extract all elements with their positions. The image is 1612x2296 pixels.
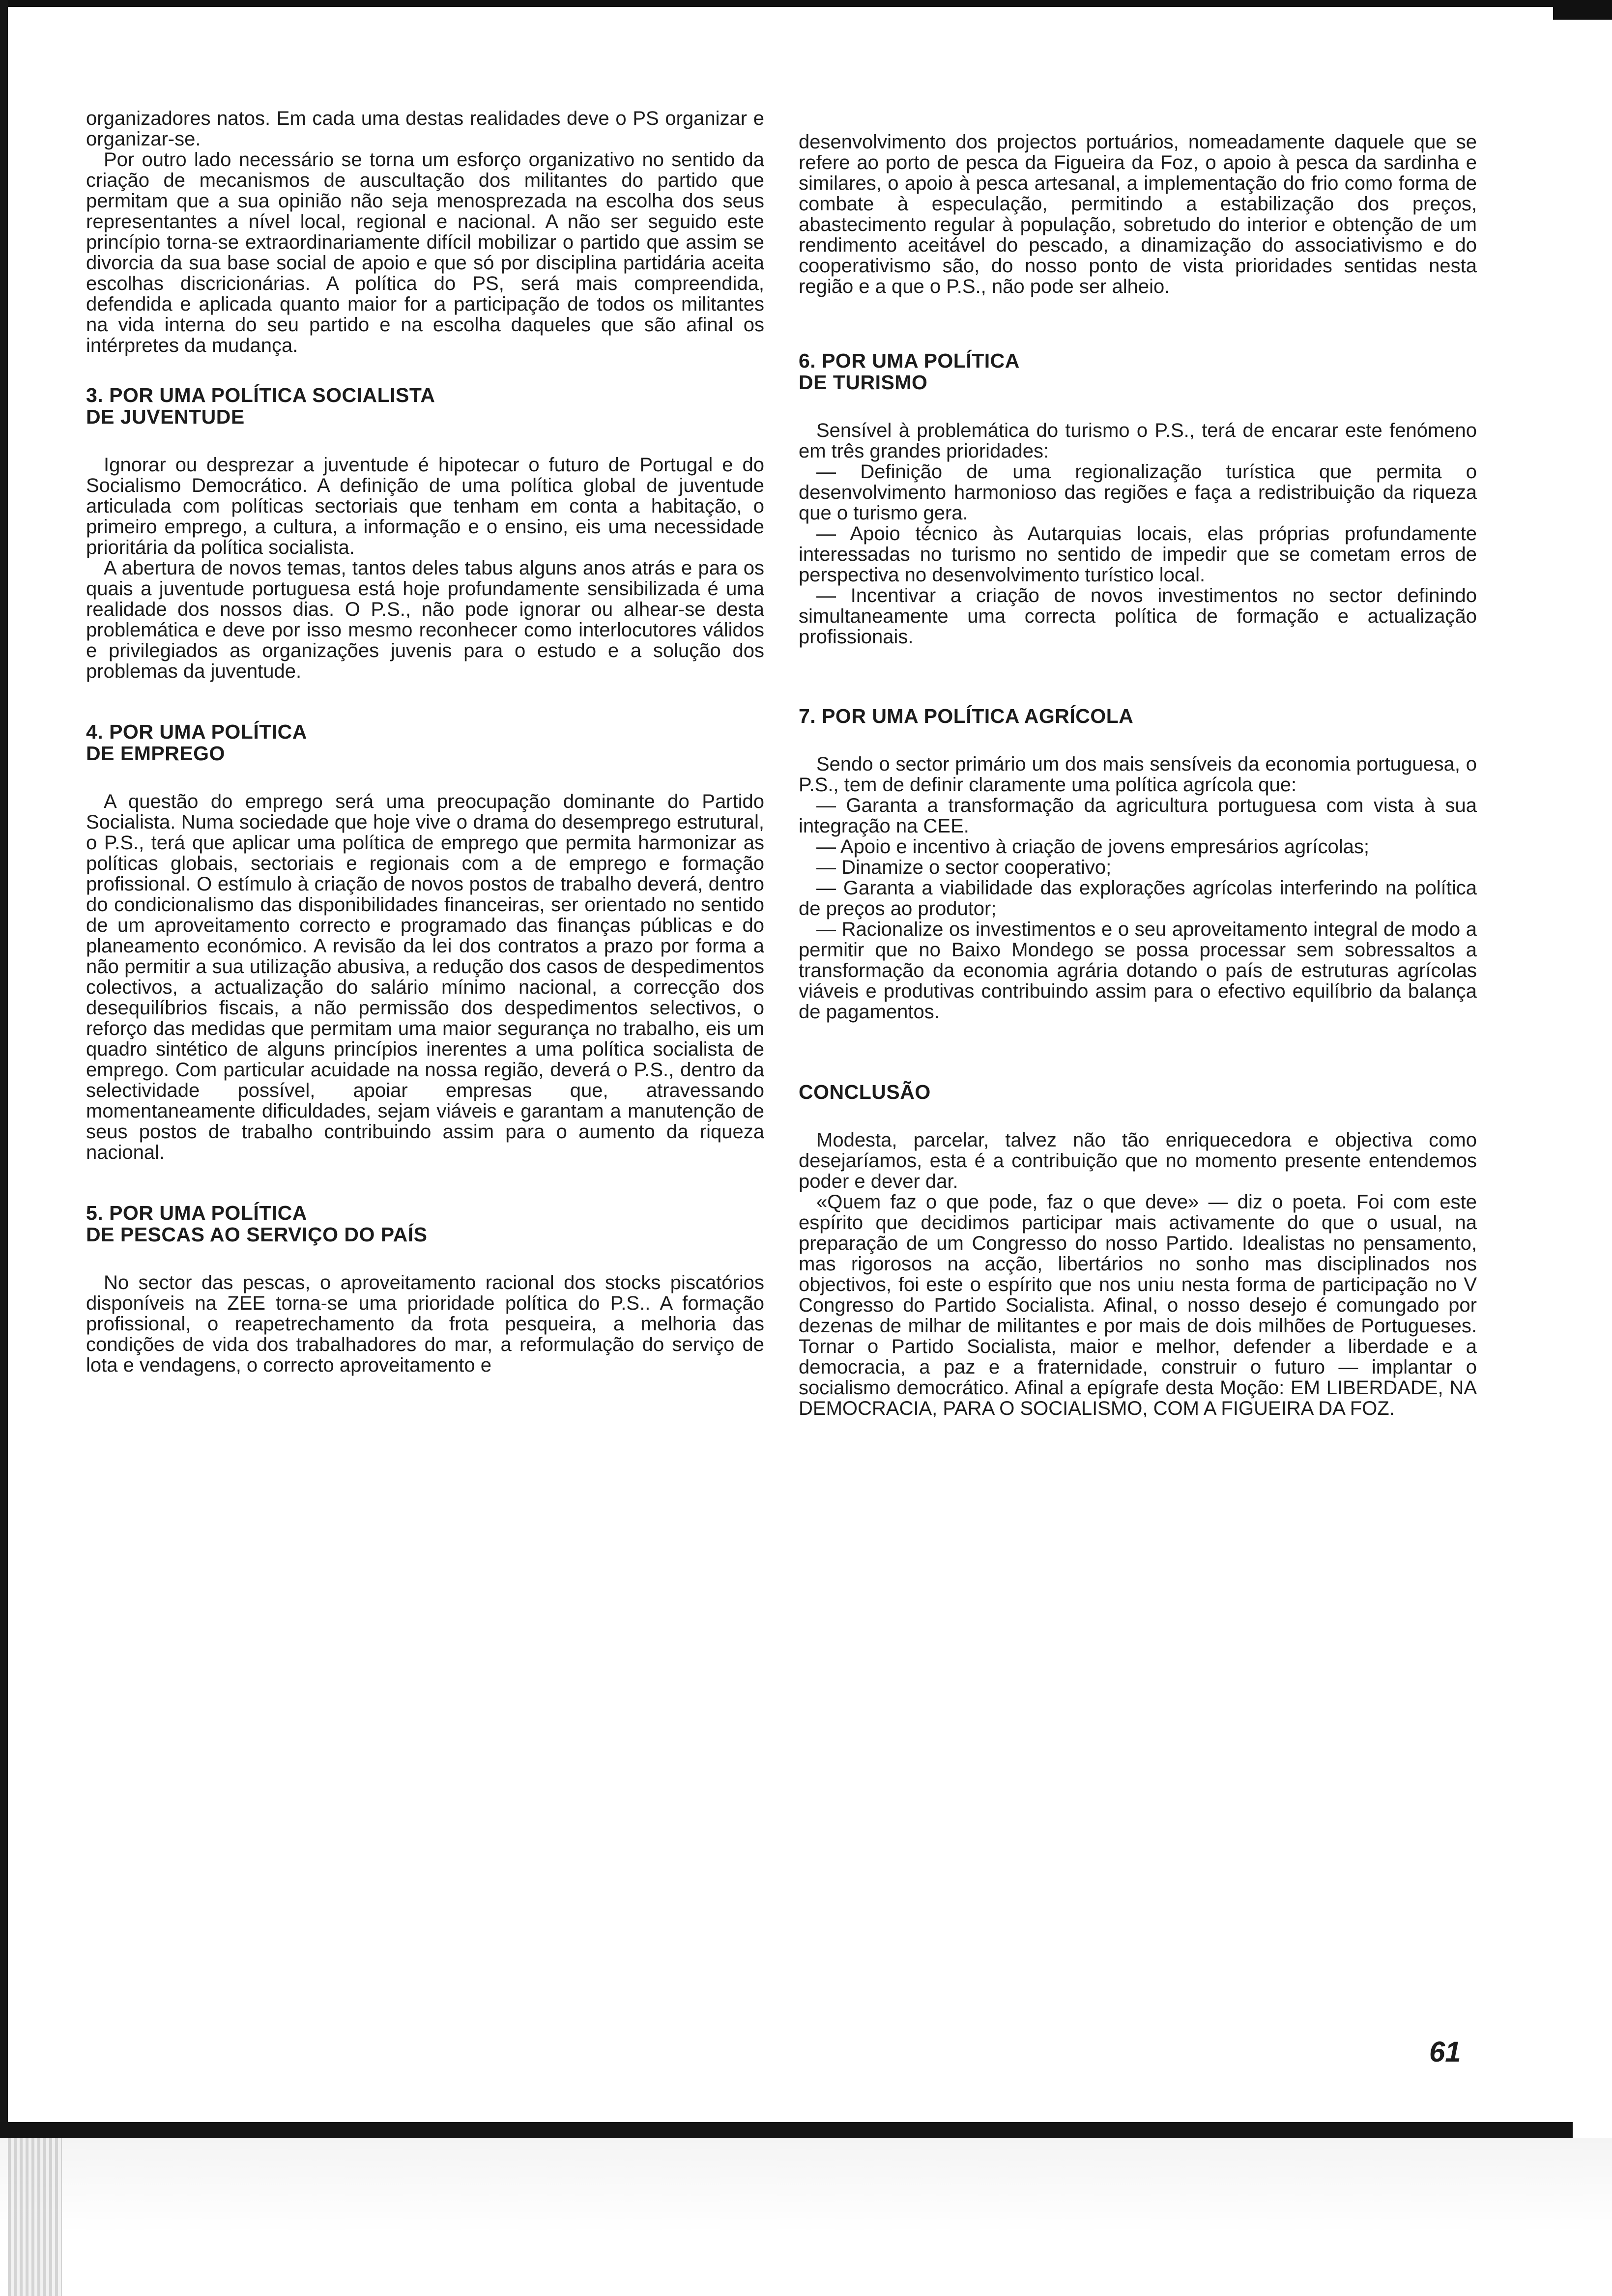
section-employment [86, 721, 764, 1163]
section-agriculture-item-1: — Garanta a transformação da agricultura portuguesa com vista à sua integração na CEE. [799, 795, 1477, 837]
section-agriculture [799, 705, 1477, 1022]
section-agriculture-item-3: — Dinamize o sector cooperativo; [816, 857, 1112, 878]
left-column [86, 108, 764, 1376]
scan-edge-texture [8, 2138, 62, 2296]
section-employment-title-line1: 4. POR UMA POLÍTICA [86, 720, 307, 743]
section-gap [799, 1103, 1477, 1130]
section-gap [86, 428, 764, 455]
section-youth-title-line1: 3. POR UMA POLÍTICA SOCIALISTA [86, 384, 435, 406]
right-column [799, 132, 1477, 1419]
scan-border-top [0, 0, 1612, 7]
right-intro-paragraph-1: desenvolvimento dos projectos portuários, nomeadamente daquele que se refere ao porto de pesca da Figueira da Foz, o apoio à pesca da sardinha e similares, o apoio à pesca artesanal, a implementação do frio como forma de combate à especulação, permitindo a estabilização dos preços, abastecimento regular à população, sobretudo do interior e obtenção de um rendimento aceitável do pescado, a dinamização do associativismo e do cooperativismo são, do nosso ponto de vista prioridades sentidas nesta região e a que o P.S., não pode ser alheio. [799, 131, 1477, 297]
scan-border-left [0, 0, 8, 2296]
left-intro-paragraph-1: organizadores natos. Em cada uma destas realidades deve o PS organizar e organizar-se. [86, 108, 764, 150]
section-employment-title-line2: DE EMPREGO [86, 742, 225, 765]
scan-border-corner [1553, 0, 1612, 20]
section-agriculture-item-4: — Garanta a viabilidade das explorações agrícolas interferindo na política de preços ao produtor; [799, 877, 1477, 919]
section-youth-paragraph-2: A abertura de novos temas, tantos deles tabus alguns anos atrás e para os quais a juventude portuguesa está hoje profundamente sensibilizada é uma realidade dos nossos dias. O P.S., não pode ignorar ou alhear-se desta problemática e deve por isso mesmo reconhecer como interlocutores válidos e privilegiados as organizações juvenis para o estudo e a solução dos problemas da juventude. [86, 557, 764, 682]
section-tourism-item-3: — Incentivar a criação de novos investimentos no sector definindo simultaneamente uma correcta política de formação e actualização profissionais. [799, 585, 1477, 648]
section-agriculture-title: 7. POR UMA POLÍTICA AGRÍCOLA [799, 705, 1134, 727]
section-fisheries-title-line2: DE PESCAS AO SERVIÇO DO PAÍS [86, 1223, 428, 1246]
section-employment-paragraph-1: A questão do emprego será uma preocupação dominante do Partido Socialista. Numa sociedade que hoje vive o drama do desemprego estrutural, o P.S., terá que aplicar uma política de emprego que permita harmonizar as políticas globais, sectoriais e regionais com a de emprego e formação profissional. O estímulo à criação de novos postos de trabalho deverá, dentro do condicionalismo das disponibilidades financeiras, ser orientado no sentido de um aproveitamento correcto e programado das finanças públicas e do planeamento económico. A revisão da lei dos contratos a prazo por forma a não permitir a sua utilização abusiva, a redução dos casos de despedimentos colectivos, a actualização do salário mínimo nacional, a correcção dos desequilíbrios fiscais, a não permissão dos despedimentos selectivos, o reforço das medidas que permitam uma maior segurança no trabalho, eis um quadro sintético de alguns princípios inerentes a uma política socialista de emprego. Com particular acuidade na nossa região, deverá o P.S., dentro da selectividade possível, apoiar empresas que, atravessando momentaneamente dificuldades, sejam viáveis e garantam a manutenção de seus postos de trabalho contribuindo assim para o aumento da riqueza nacional. [86, 791, 764, 1163]
section-tourism-item-1: — Definição de uma regionalização turística que permita o desenvolvimento harmonioso das regiões e faça a redistribuição da riqueza que o turismo gera. [799, 461, 1477, 524]
scan-margin-bottom [0, 2138, 1612, 2296]
section-agriculture-item-2: — Apoio e incentivo à criação de jovens empresários agrícolas; [816, 836, 1370, 858]
scan-border-bottom [0, 2122, 1573, 2138]
section-youth-paragraph-1: Ignorar ou desprezar a juventude é hipotecar o futuro de Portugal e do Socialismo Democrático. A definição de uma política global de juventude articulada com políticas sectoriais que tenham em conta a habitação, o primeiro emprego, a cultura, a informação e o ensino, eis uma necessidade prioritária da política socialista. [86, 454, 764, 558]
section-gap [86, 1245, 764, 1272]
section-youth-title-line2: DE JUVENTUDE [86, 405, 245, 428]
section-gap [799, 393, 1477, 420]
section-agriculture-item-5: — Racionalize os investimentos e o seu aproveitamento integral de modo a permitir que no Baixo Mondego se possa processar sem sobressaltos a transformação da economia agrária dotando o país de estruturas agrícolas viáveis e produtivas contribuindo assim para o efectivo equilíbrio da balança de pagamentos. [799, 918, 1477, 1023]
section-tourism-title-line1: 6. POR UMA POLÍTICA [799, 349, 1020, 372]
section-fisheries-paragraph-1: No sector das pescas, o aproveitamento racional dos stocks piscatórios disponíveis na ZEE torna-se uma prioridade política do P.S.. A formação profissional, o reapetrechamento da frota pesqueira, a melhoria das condições de vida dos trabalhadores do mar, a reformulação do serviço de lota e vendagens, o correcto aproveitamento e [86, 1272, 764, 1376]
page-number: 61 [1429, 2036, 1461, 2068]
section-tourism-paragraph-1: Sensível à problemática do turismo o P.S., terá de encarar este fenómeno em três grandes prioridades: [799, 420, 1477, 462]
section-conclusion-paragraph-1: Modesta, parcelar, talvez não tão enriquecedora e objectiva como desejaríamos, esta é a contribuição que no momento presente entendemos poder e dever dar. [799, 1129, 1477, 1192]
section-fisheries-title-line1: 5. POR UMA POLÍTICA [86, 1202, 307, 1224]
section-fisheries [86, 1202, 764, 1376]
section-gap [799, 727, 1477, 754]
section-agriculture-paragraph-1: Sendo o sector primário um dos mais sensíveis da economia portuguesa, o P.S., tem de definir claramente uma política agrícola que: [799, 753, 1477, 796]
section-conclusion [799, 1081, 1477, 1419]
left-intro-paragraph-2: Por outro lado necessário se torna um esforço organizativo no sentido da criação de mecanismos de auscultação dos militantes do partido que permitam que a sua opinião não seja menosprezada na escolha dos seus representantes a nível local, regional e nacional. A não ser seguido este princípio torna-se extraordinariamente difícil mobilizar o partido que assim se divorcia da sua base social de apoio e que só por disciplina partidária aceita escolhas discricionárias. A política do PS, será mais compreendida, defendida e aplicada quanto maior for a participação de todos os militantes na vida interna do seu partido e na escolha daqueles que são afinal os intérpretes da mudança. [86, 149, 764, 356]
section-tourism-item-2: — Apoio técnico às Autarquias locais, elas próprias profundamente interessadas no turismo no sentido de impedir que se cometam erros de perspectiva no desenvolvimento turístico local. [799, 523, 1477, 586]
section-conclusion-paragraph-2: «Quem faz o que pode, faz o que deve» — diz o poeta. Foi com este espírito que decidimos participar mais activamente do que o usual, na preparação de um Congresso do nosso Partido. Idealistas no pensamento, mas rigorosos na acção, libertários no sonho mas disciplinados nos objectivos, foi este o espírito que nos uniu nesta forma de participação no V Congresso do Partido Socialista. Afinal, o nosso desejo é comungado por dezenas de milhar de militantes e por mais de dois milhões de Portugueses. Tornar o Partido Socialista, maior e melhor, defender a liberdade e a democracia, a paz e a fraternidade, construir o futuro — implantar o socialismo democrático. Afinal a epígrafe desta Moção: EM LIBERDADE, NA DEMOCRACIA, PARA O SOCIALISMO, COM A FIGUEIRA DA FOZ. [799, 1191, 1477, 1419]
section-youth [86, 384, 764, 682]
section-tourism-title-line2: DE TURISMO [799, 371, 928, 394]
section-conclusion-title: CONCLUSÃO [799, 1081, 931, 1103]
section-tourism [799, 350, 1477, 647]
section-gap [86, 764, 764, 791]
